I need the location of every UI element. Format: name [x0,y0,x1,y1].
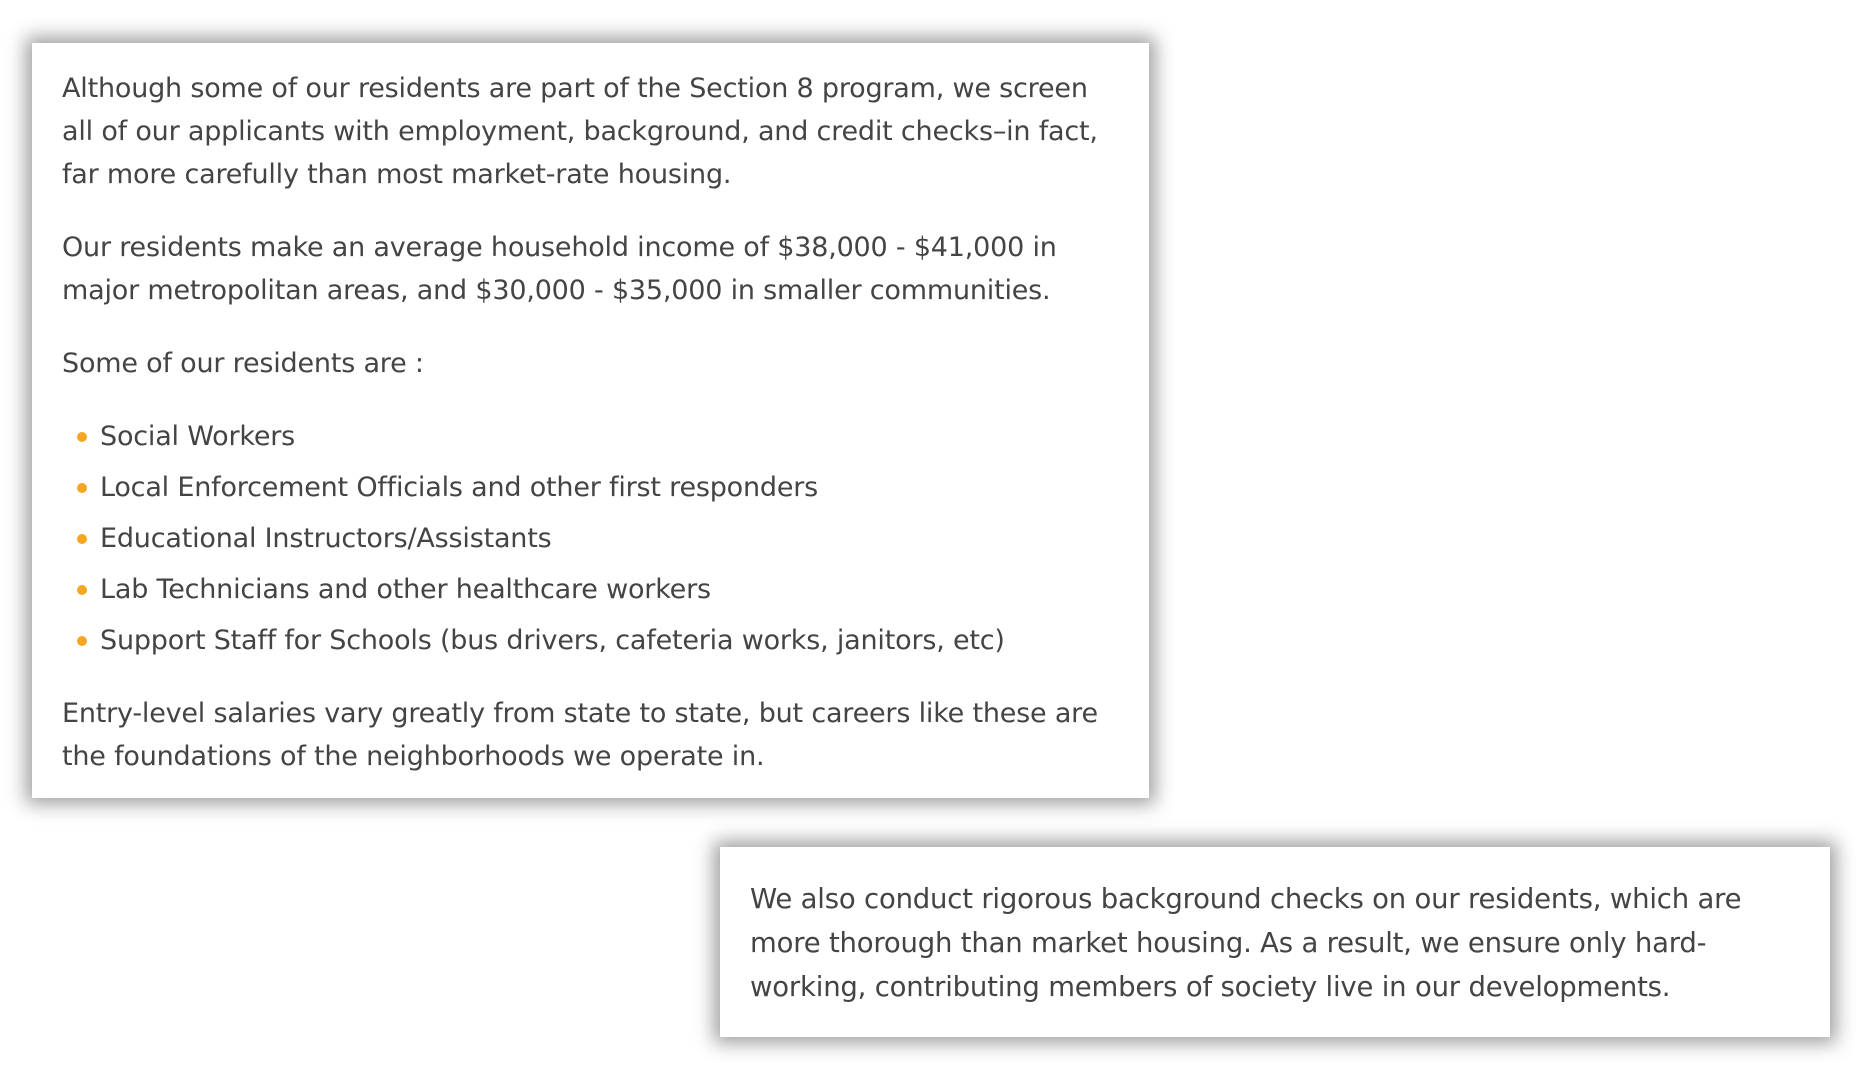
list-item-label: Local Enforcement Officials and other first responders [100,472,819,503]
background-checks-paragraph: We also conduct rigorous background checks on our residents, which are more thorough than market housing. As a result, we ensure only hard-working, contributing members of society live in our developments. [750,883,1742,1003]
closing-paragraph: Entry-level salaries vary greatly from state to state, but careers like these are the foundations of the neighborhoods we operate in. [62,698,1098,772]
bullet-dot-icon [77,483,87,493]
list-item [62,466,1119,509]
bullet-dot-icon [77,534,87,544]
background-checks-card [720,847,1830,1037]
bullet-dot-icon [77,432,87,442]
list-item [62,619,1119,662]
list-item [62,517,1119,560]
resident-occupations-list [62,415,1119,662]
list-item-label: Social Workers [100,421,296,452]
screening-info-card [32,43,1149,798]
list-item-label: Lab Technicians and other healthcare workers [100,574,711,605]
list-item [62,415,1119,458]
screening-paragraph: Although some of our residents are part of the Section 8 program, we screen all of our applicants with employment, background, and credit checks–in fact, far more carefully than most market-rate housing. [62,73,1098,190]
list-item [62,568,1119,611]
list-item-label: Support Staff for Schools (bus drivers, cafeteria works, janitors, etc) [100,625,1005,656]
bullet-dot-icon [77,585,87,595]
bullet-dot-icon [77,636,87,646]
list-item-label: Educational Instructors/Assistants [100,523,552,554]
residents-list-intro: Some of our residents are : [62,348,424,379]
income-paragraph: Our residents make an average household income of $38,000 - $41,000 in major metropolitan areas, and $30,000 - $35,000 in smaller communities. [62,232,1057,306]
